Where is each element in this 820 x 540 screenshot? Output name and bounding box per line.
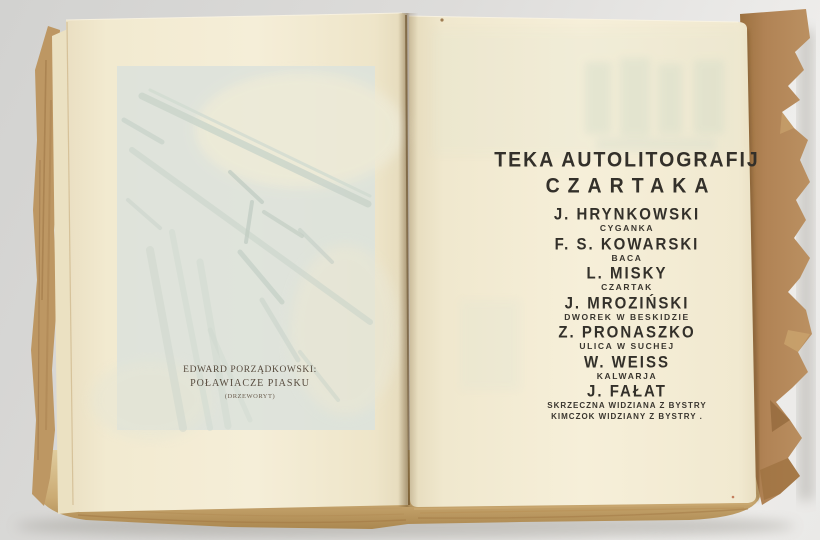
artist-list [547, 204, 706, 421]
artist-work: BACA [611, 252, 643, 263]
artist-work: ULICA W SUCHEJ [579, 341, 675, 351]
artist-name: L. MISKY [586, 264, 668, 283]
artist-work: KIMCZOK WIDZIANY Z BYSTRY . [551, 411, 703, 421]
caption-work-title: POŁAWIACZE PIASKU [190, 378, 310, 389]
artist-entry [547, 384, 706, 421]
caption-technique: (DRZEWORYT) [224, 393, 276, 400]
artist-work: DWOREK W BESKIDZIE [564, 311, 690, 322]
artist-work: KALWARJA [596, 370, 658, 381]
portfolio-title-line1: TEKA AUTOLITOGRAFIJ [494, 147, 760, 173]
artist-work: CZARTAK [601, 282, 653, 292]
title-page-text [467, 149, 787, 421]
gutter-shadow [398, 13, 418, 507]
caption-artist: EDWARD PORZĄDKOWSKI: [183, 365, 317, 375]
artist-entry [558, 325, 695, 352]
artist-work: SKRZECZNA WIDZIANA Z BYSTRY [547, 401, 707, 410]
artist-name: W. WEISS [583, 352, 670, 372]
artist-name: Z. PRONASZKO [558, 323, 696, 342]
portfolio-title-line2: CZARTAKA [545, 173, 717, 199]
artist-entry [583, 352, 670, 382]
artist-name: J. FAŁAT [587, 382, 667, 401]
artist-entry [586, 266, 667, 293]
artist-name: J. MROZIŃSKI [564, 293, 690, 313]
left-page-caption [122, 365, 378, 402]
artist-work: CYGANKA [599, 223, 655, 233]
artist-name: J. HRYNKOWSKI [553, 205, 701, 224]
artist-entry [564, 293, 690, 323]
artist-name: F. S. KOWARSKI [554, 234, 700, 254]
artist-entry [554, 234, 700, 264]
artist-entry [554, 207, 700, 234]
